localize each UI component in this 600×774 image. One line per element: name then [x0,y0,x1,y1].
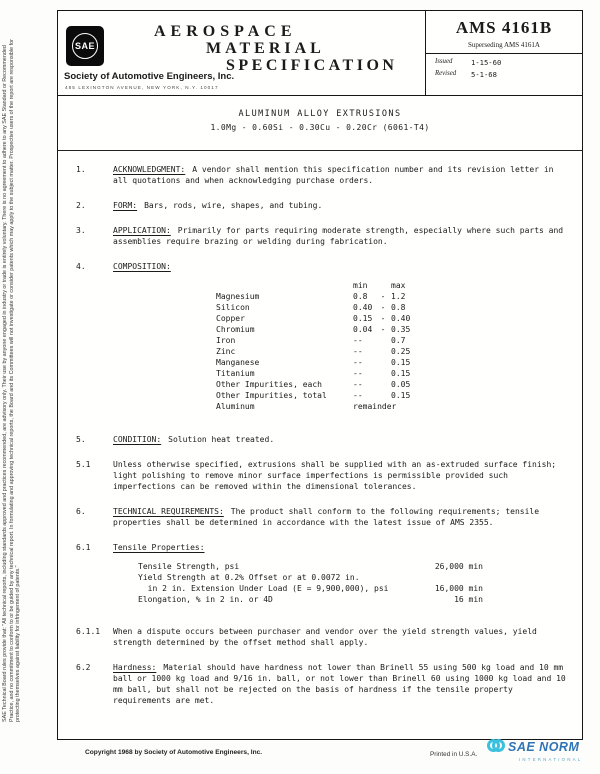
revised-label: Revised [435,70,457,77]
masthead-line-material: MATERIAL [206,40,325,57]
composition-row [216,368,566,379]
issued-label: Issued [435,58,453,65]
masthead-line-specification: SPECIFICATION [226,57,398,74]
element-name: Other Impurities, each [216,380,322,389]
header-left [58,11,425,95]
element-name: Iron [216,336,236,345]
min-column-header: min [353,281,368,290]
issued-date: 1-15-60 [471,58,502,67]
sae-norm-logo-icon [487,737,505,756]
section-text: A vendor shall mention this specification number and its revision letter in all quotations and when acknowledging purchase orders. [113,165,554,185]
composition-row [216,324,566,335]
min-max-separator [375,401,391,412]
section-heading: TECHNICAL REQUIREMENTS: [113,507,224,516]
alloy-composition-subtitle: 1.0Mg - 0.60Si - 0.30Cu - 0.20Cr (6061-T4) [210,123,430,132]
organization-name: Society of Automotive Engineers, Inc. [64,71,235,82]
element-max-value: 0.35 [391,325,411,334]
tensile-property-label: Elongation, % in 2 in. or 4D [138,595,273,604]
tensile-properties-table [138,561,483,605]
section-number: 5. [76,435,86,444]
section-acknowledgment [76,164,566,186]
min-max-separator [375,357,391,368]
composition-row [216,390,566,401]
element-max-value: 0.25 [391,347,411,356]
min-max-separator [375,390,391,401]
section-heading: COMPOSITION: [113,262,171,271]
element-name: Chromium [216,325,255,334]
tensile-property-label: Tensile Strength, psi [138,562,240,571]
element-min-value: -- [353,380,363,389]
min-max-separator: - [380,303,386,312]
composition-row [216,379,566,390]
tensile-row [138,583,483,594]
superseding-note: Superseding AMS 4161A [426,38,582,54]
section-form [76,200,566,211]
min-max-separator: - [380,314,386,323]
section-number: 6.2 [76,663,91,672]
printed-in-usa: Printed in U.S.A. [430,751,478,758]
section-text: Unless otherwise specified, extrusions shall be supplied with an as-extruded surface finish; light polishing to remove minor surface imperfections is permissible provided such imperfections can be removed within the dimensional tolerances. [113,460,557,491]
element-max-value: 0.8 [391,303,406,312]
element-min-value: -- [353,391,363,400]
element-max-value: 1.2 [391,292,406,301]
element-max-value: 0.15 [391,369,411,378]
issue-dates [426,54,582,79]
section-number: 3. [76,226,86,235]
element-max-value: 0.15 [391,358,411,367]
element-max-value: 0.40 [391,314,411,323]
revised-row [435,70,576,79]
composition-rows [216,291,566,412]
section-number: 6.1.1 [76,627,101,636]
element-min-value: remainder [353,402,397,411]
element-min-value: 0.40 [353,303,373,312]
masthead-line-aerospace: AEROSPACE [154,23,297,40]
tensile-row [138,572,483,583]
section-number: 6.1 [76,543,91,552]
section-number: 4. [76,262,86,271]
element-min-value: -- [353,358,363,367]
section-text: The product shall conform to the following requirements; tensile properties shall be determined in accordance with the latest issue of AMS 2355. [113,507,540,527]
section-hardness [76,662,566,706]
document-body [58,151,582,706]
rotated-disclaimer-text: SAE Technical Board rules provide that: "All technical reports, including standards approved and practices recommended, are advisory only. Their use by anyone engaged in industry or trade is entirely voluntary. There is no agreement to adhere to any SAE Standard or Recommended Practice, and no commitment to conform to or be guided by any technical report. In formulating and approving technical reports, the Board and its Committees will not investigate or consider patents which may apply to the subject matter. Prospective users of the report are responsible for protecting themselves against liability for infringement of patents." [2,39,22,722]
section-technical-requirements [76,506,566,528]
section-application [76,225,566,247]
element-min-value: 0.15 [353,314,373,323]
composition-row [216,401,566,412]
composition-header-row [216,280,566,291]
element-name: Copper [216,314,245,323]
issued-row [435,58,576,67]
element-max-value: 0.7 [391,336,406,345]
composition-row [216,291,566,302]
watermark-name: SAE NORM [508,739,580,754]
section-heading: Hardness: [113,663,157,672]
tensile-row [138,561,483,572]
revised-date: 5-1-68 [471,70,497,79]
min-max-separator: - [380,292,386,301]
copyright-line: Copyright 1968 by Society of Automotive Engineers, Inc. [85,749,263,756]
organization-address: 485 LEXINGTON AVENUE, NEW YORK, N.Y. 10017 [65,85,219,90]
section-condition-note [76,459,566,492]
min-max-separator [375,379,391,390]
element-name: Magnesium [216,292,260,301]
document-title: ALUMINUM ALLOY EXTRUSIONS [238,109,402,119]
document-frame [57,10,583,740]
masthead-title [58,23,425,74]
section-dispute-note [76,626,566,648]
section-text: Solution heat treated. [168,435,275,444]
section-number: 2. [76,201,86,210]
element-name: Manganese [216,358,260,367]
element-name: Other Impurities, total [216,391,327,400]
tensile-rows [138,561,483,605]
section-number: 5.1 [76,460,91,469]
section-text: When a dispute occurs between purchaser and vendor over the yield strength values, yield strength determined by the offset method shall apply. [113,627,537,647]
section-text: Material should have hardness not lower than Brinell 55 using 500 kg load and 10 mm ball or 1000 kg load and 9/16 in. ball, or not lower than Brinell 60 using 1000 kg load and 10 mm ball, but shall not be rejected on the basis of hardness if the tensile property requirements are met. [113,663,566,705]
section-heading: FORM: [113,201,138,210]
min-max-separator [375,346,391,357]
section-heading: CONDITION: [113,435,162,444]
tensile-property-value: 16,000 min [434,584,483,593]
composition-row [216,335,566,346]
element-name: Aluminum [216,402,255,411]
composition-row [216,357,566,368]
element-min-value: -- [353,369,363,378]
spec-number-box [425,11,582,95]
composition-table [216,280,566,412]
section-number: 6. [76,507,86,516]
spec-number: AMS 4161B [455,18,553,37]
tensile-property-label: in 2 in. Extension Under Load (E = 9,900,000), psi [138,584,389,593]
element-name: Zinc [216,347,236,356]
min-max-separator: - [380,325,386,334]
tensile-property-label: Yield Strength at 0.2% Offset or at 0.0072 in. [138,573,360,582]
section-heading: ACKNOWLEDGMENT: [113,165,186,174]
element-min-value: -- [353,336,363,345]
document-title-band [58,96,582,151]
section-heading: APPLICATION: [113,226,171,235]
tensile-row [138,594,483,605]
element-min-value: 0.04 [353,325,373,334]
element-name: Titanium [216,369,255,378]
section-heading: Tensile Properties: [113,543,205,552]
watermark-subtext: INTERNATIONAL [519,757,583,762]
tensile-property-value: 16 min [454,595,483,604]
element-min-value: 0.8 [353,292,368,301]
sae-logo-text: SAE [72,33,98,59]
left-disclaimer-strip [2,30,28,722]
element-max-value: 0.15 [391,391,411,400]
element-max-value: 0.05 [391,380,411,389]
min-max-separator [375,335,391,346]
document-header [58,11,582,96]
tensile-property-value: 26,000 min [434,562,483,571]
composition-row [216,302,566,313]
element-max-value [391,401,435,412]
section-composition [76,261,566,412]
min-max-separator [375,368,391,379]
section-tensile-properties [76,542,566,610]
composition-row [216,313,566,324]
sae-norm-watermark [487,737,597,762]
section-text: Bars, rods, wire, shapes, and tubing. [144,201,323,210]
element-name: Silicon [216,303,250,312]
element-min-value: -- [353,347,363,356]
section-condition [76,434,566,445]
section-text: Primarily for parts requiring moderate strength, especially where such parts and assemblies require brazing or welding during fabrication. [113,226,564,246]
section-number: 1. [76,165,86,174]
max-column-header: max [391,281,406,290]
composition-row [216,346,566,357]
tensile-property-value [403,572,483,583]
